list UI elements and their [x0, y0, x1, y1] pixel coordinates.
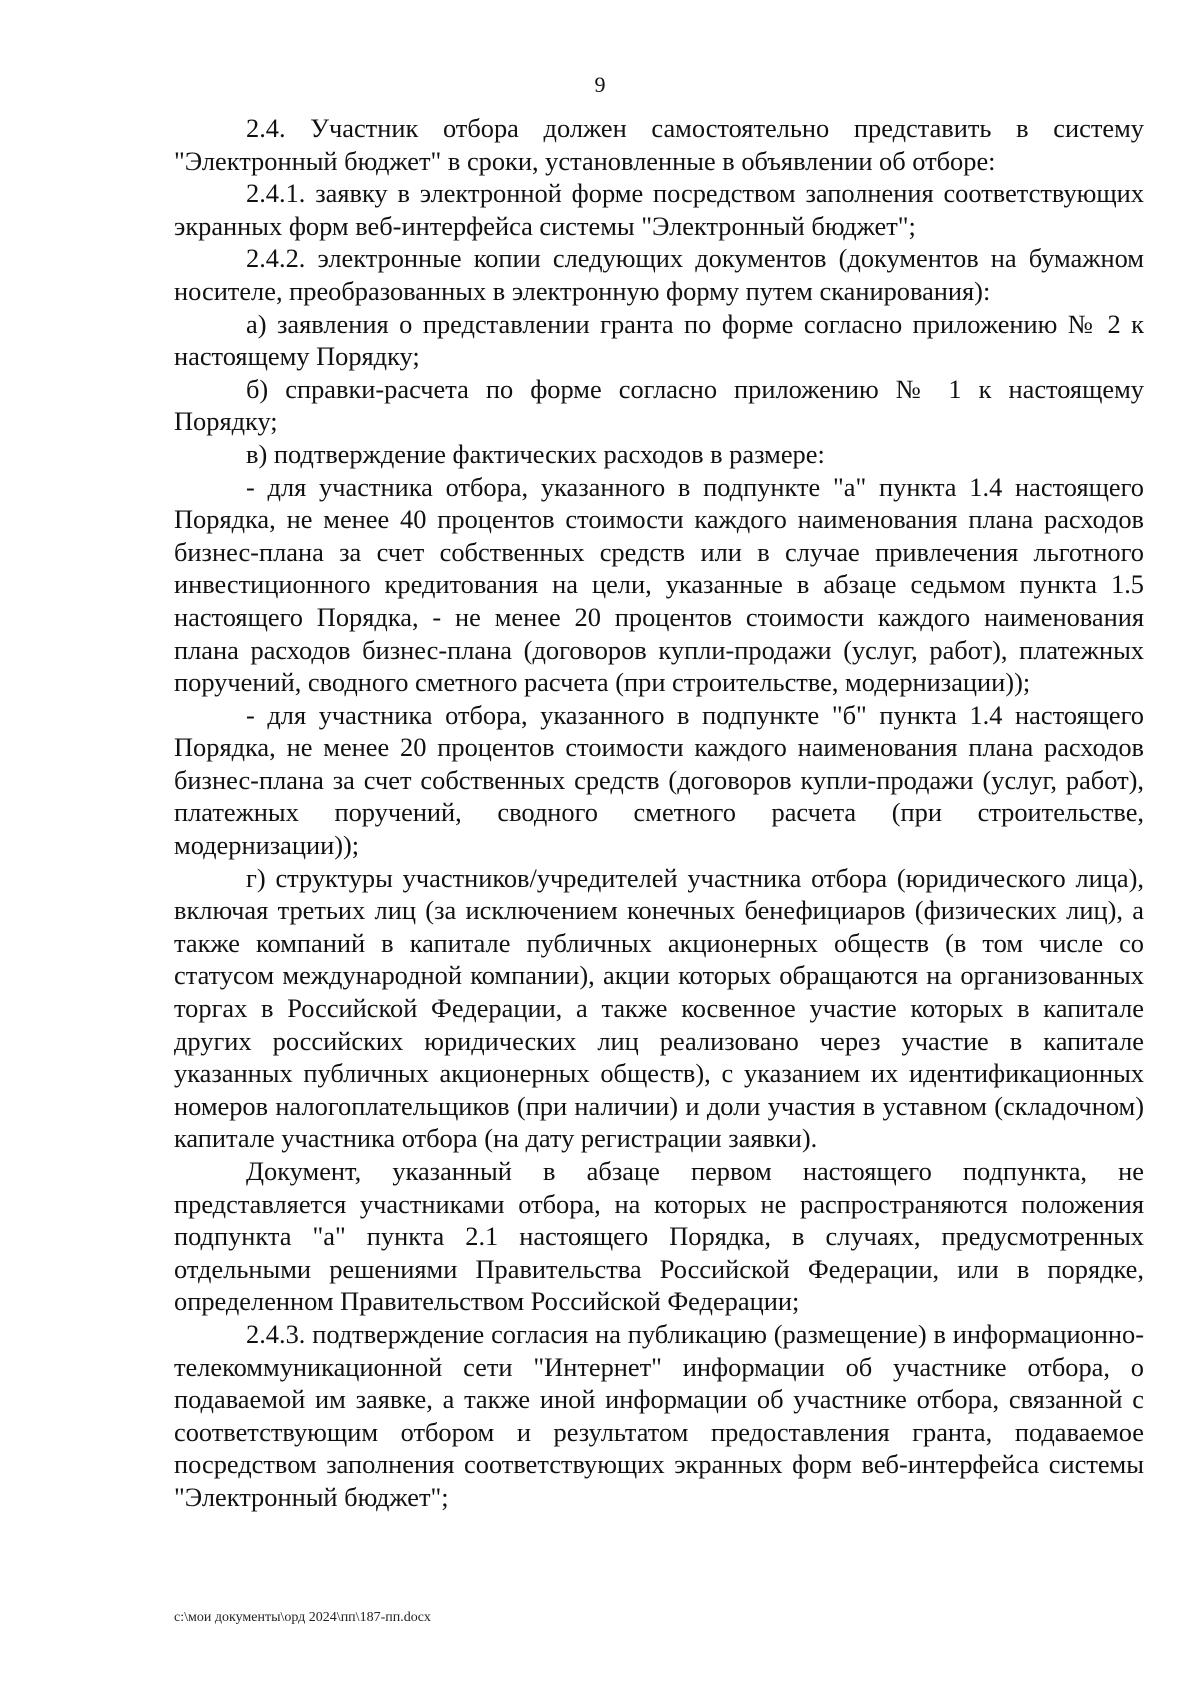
paragraph-2-4-2: 2.4.2. электронные копии следующих документов (документов на бумажном носителе, преобразованных в электронную форму путем сканирования): [174, 243, 1144, 306]
paragraph-item-v: в) подтверждение фактических расходов в размере: [246, 438, 825, 469]
paragraph-2-4-3: 2.4.3. подтверждение согласия на публикацию (размещение) в информационно-телекоммуникационной сети "Интернет" информации об участнике отбора, о подаваемой им заявке, а также иной информации об участнике отбора, связанной с соответствующим отбором и результатом предоставления гранта, подаваемое посредством заполнения соответствующих экранных форм веб-интерфейса системы "Электронный бюджет"; [174, 1318, 1144, 1512]
paragraph-2-4: 2.4. Участник отбора должен самостоятельно представить в систему "Электронный бюджет" в сроки, установленные в объявлении об отборе: [174, 113, 1144, 176]
page-number: 9 [594, 72, 606, 97]
paragraph-item-g: г) структуры участников/учредителей участника отбора (юридического лица), включая третьих лиц (за исключением конечных бенефициаров (физических лиц), а также компаний в капитале публичных акционерных обществ (в том числе со статусом международной компании), акции которых обращаются на организованных торгах в Российской Федерации, а также косвенное участие которых в капитале других российских юридических лиц реализовано через участие в капитале указанных публичных акционерных обществ), с указанием их идентификационных номеров налогоплательщиков (при наличии) и доли участия в уставном (складочном) капитале участника отбора (на дату регистрации заявки). [174, 862, 1144, 1154]
paragraph-item-a: а) заявления о представлении гранта по форме согласно приложению № 2 к настоящему Порядку; [174, 308, 1144, 372]
paragraph-2-4-1: 2.4.1. заявку в электронной форме посредством заполнения соответствующих экранных форм веб-интерфейса системы "Электронный бюджет"; [174, 178, 1144, 241]
paragraph-document-note: Документ, указанный в абзаце первом настоящего подпункта, не представляется участниками отбора, на которых не распространяются положения подпункта "а" пункта 2.1 настоящего Порядка, в случаях, предусмотренных отдельными решениями Правительства Российской Федерации, или в порядке, определенном Правительством Российской Федерации; [174, 1156, 1144, 1317]
footer-file-path: c:\мои документы\орд 2024\пп\187-пп.docx [174, 1610, 431, 1625]
paragraph-item-b: б) справки-расчета по форме согласно приложению № 1 к настоящему Порядку; [174, 373, 1144, 437]
paragraph-dash-a: - для участника отбора, указанного в подпункте "а" пункта 1.4 настоящего Порядка, не менее 40 процентов стоимости каждого наименования плана расходов бизнес-плана за счет собственных средств или в случае привлечения льготного инвестиционного кредитования на цели, указанные в абзаце седьмом пункта 1.5 настоящего Порядка, - не менее 20 процентов стоимости каждого наименования плана расходов бизнес-плана (договоров купли-продажи (услуг, работ), платежных поручений, сводного сметного расчета (при строительстве, модернизации)); [174, 471, 1144, 698]
document-body [174, 112, 1144, 1514]
paragraph-dash-b: - для участника отбора, указанного в подпункте "б" пункта 1.4 настоящего Порядка, не менее 20 процентов стоимости каждого наименования плана расходов бизнес-плана за счет собственных средств (договоров купли-продажи (услуг, работ), платежных поручений, сводного сметного расчета (при строительстве, модернизации)); [174, 699, 1144, 861]
